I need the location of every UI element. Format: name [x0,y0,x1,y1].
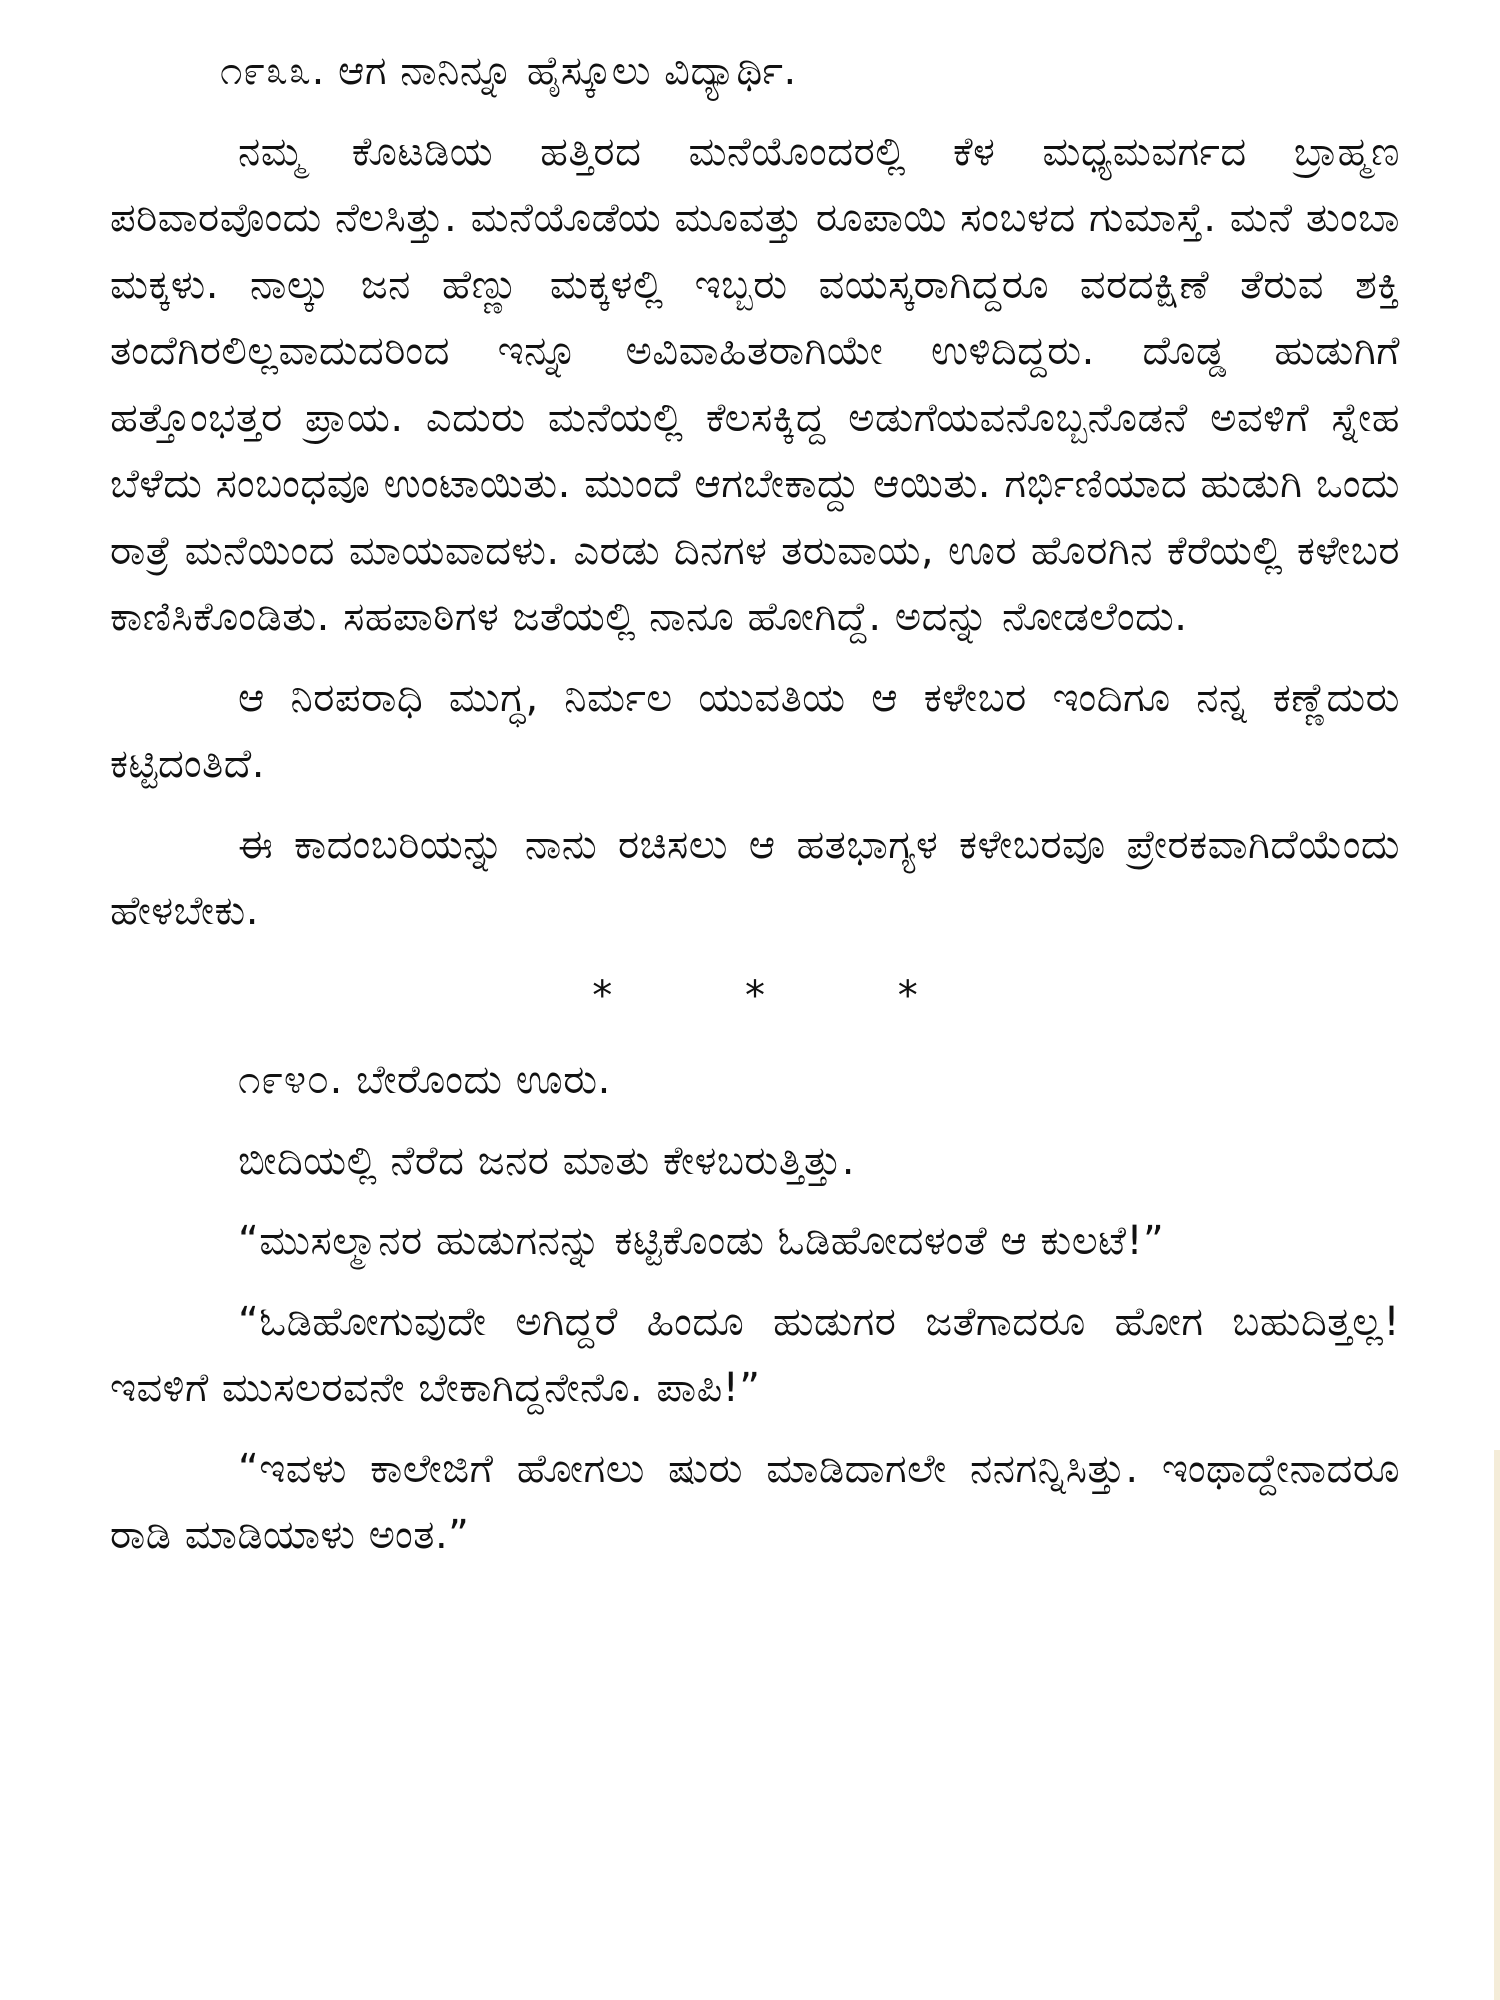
paragraph-quote-1: “ಮುಸಲ್ಮಾನರ ಹುಡುಗನನ್ನು ಕಟ್ಟಿಕೊಂಡು ಓಡಿಹೋದಳಂತೆ ಆ ಕುಲಟೆ!” [238,1218,1165,1264]
paragraph-street-talk: ಬೀದಿಯಲ್ಲಿ ನೆರೆದ ಜನರ ಮಾತು ಕೇಳಬರುತ್ತಿತ್ತು. [238,1137,855,1184]
paragraph-year-1940: ೧೯೪೦. ಬೇರೊಂದು ಊರು. [238,1057,611,1103]
paragraph-innocent-girl: ಆ ನಿರಪರಾಧಿ ಮುಗ್ಧ, ನಿರ್ಮಲ ಯುವತಿಯ ಆ ಕಳೇಬರ ಇಂದಿಗೂ ನನ್ನ ಕಣ್ಣೆದುರು ಕಟ್ಟಿದಂತಿದೆ. [110,674,1400,787]
section-separator: * * * [592,972,978,1019]
paragraph-neighbor-family: ನಮ್ಮ ಕೊಟಡಿಯ ಹತ್ತಿರದ ಮನೆಯೊಂದರಲ್ಲಿ ಕೆಳ ಮಧ್ಯಮವರ್ಗದ ಬ್ರಾಹ್ಮಣ ಪರಿವಾರವೊಂದು ನೆಲಸಿತ್ತು. ಮನೆಯೊಡೆಯ ಮೂವತ್ತು ರೂಪಾಯಿ ಸಂಬಳದ ಗುಮಾಸ್ತೆ. ಮನೆ ತುಂಬಾ ಮಕ್ಕಳು. ನಾಲ್ಕು ಜನ ಹೆಣ್ಣು ಮಕ್ಕಳಲ್ಲಿ ಇಬ್ಬರು ವಯಸ್ಕರಾಗಿದ್ದರೂ ವರದಕ್ಷಿಣೆ ತೆರುವ ಶಕ್ತಿ ತಂದೆಗಿರಲಿಲ್ಲವಾದುದರಿಂದ ಇನ್ನೂ ಅವಿವಾಹಿತರಾಗಿಯೇ ಉಳಿದಿದ್ದರು. ದೊಡ್ಡ ಹುಡುಗಿಗೆ ಹತ್ತೊಂಭತ್ತರ ಪ್ರಾಯ. ಎದುರು ಮನೆಯಲ್ಲಿ ಕೆಲಸಕ್ಕಿದ್ದ ಅಡುಗೆಯವನೊಬ್ಬನೊಡನೆ ಅವಳಿಗೆ ಸ್ನೇಹ ಬೆಳೆದು ಸಂಬಂಧವೂ ಉಂಟಾಯಿತು. ಮುಂದೆ ಆಗಬೇಕಾದ್ದು ಆಯಿತು. ಗರ್ಭಿಣಿಯಾದ ಹುಡುಗಿ ಒಂದು ರಾತ್ರೆ ಮನೆಯಿಂದ ಮಾಯವಾದಳು. ಎರಡು ದಿನಗಳ ತರುವಾಯ, ಊರ ಹೊರಗಿನ ಕೆರೆಯಲ್ಲಿ ಕಳೇಬರ ಕಾಣಿಸಿಕೊಂಡಿತು. ಸಹಪಾಠಿಗಳ ಜತೆಯಲ್ಲಿ ನಾನೂ ಹೋಗಿದ್ದೆ. ಅದನ್ನು ನೋಡಲೆಂದು. [110,128,1400,640]
paragraph-year-1933: ೧೯೩೩. ಆಗ ನಾನಿನ್ನೂ ಹೈಸ್ಕೂಲು ವಿದ್ಯಾರ್ಥಿ. [220,48,797,94]
paragraph-novel-inspiration: ಈ ಕಾದಂಬರಿಯನ್ನು ನಾನು ರಚಿಸಲು ಆ ಹತಭಾಗ್ಯಳ ಕಳೇಬರವೂ ಪ್ರೇರಕವಾಗಿದೆಯೆಂದು ಹೇಳಬೇಕು. [110,821,1400,934]
paragraph-quote-2: “ಓಡಿಹೋಗುವುದೇ ಅಗಿದ್ದರೆ ಹಿಂದೂ ಹುಡುಗರ ಜತೆಗಾದರೂ ಹೋಗ ಬಹುದಿತ್ತಲ್ಲ! ಇವಳಿಗೆ ಮುಸಲರವನೇ ಬೇಕಾಗಿದ್ದನೇನೊ. ಪಾಪಿ!” [110,1298,1400,1411]
document-body [110,38,1400,1583]
page-edge-shadow [1494,1450,1500,2000]
paragraph-quote-3: “ಇವಳು ಕಾಲೇಜಿಗೆ ಹೋಗಲು ಷುರು ಮಾಡಿದಾಗಲೇ ನನಗನ್ನಿಸಿತ್ತು. ಇಂಥಾದ್ದೇನಾದರೂ ರಾಡಿ ಮಾಡಿಯಾಳು ಅಂತ.” [110,1445,1400,1558]
